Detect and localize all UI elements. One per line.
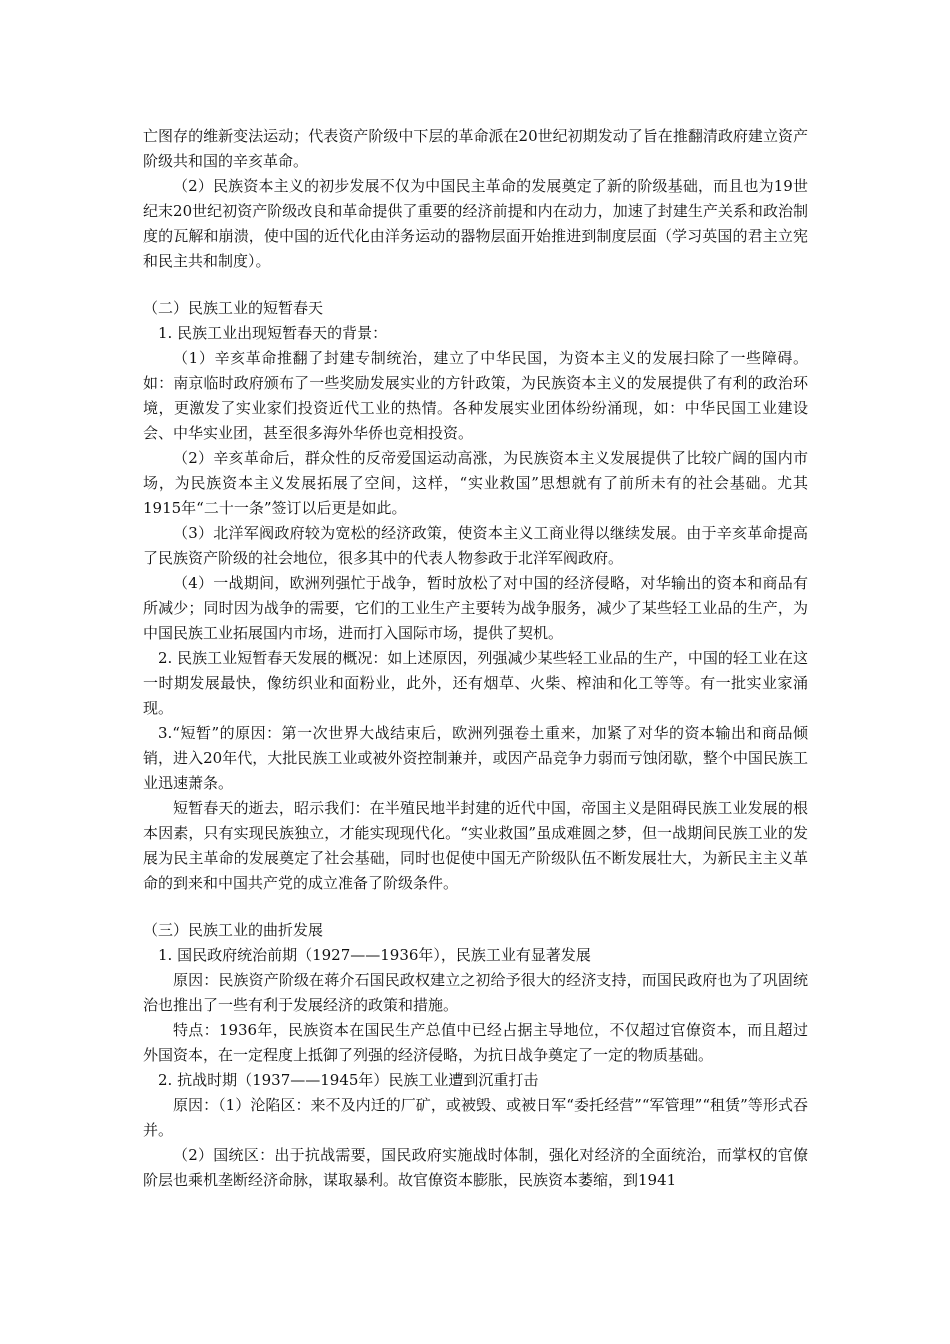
section-heading: （三）民族工业的曲折发展 — [143, 921, 324, 939]
document-page — [143, 124, 808, 1193]
body-paragraph: 1. 国民政府统治前期（1927——1936年），民族工业有显著发展 — [158, 946, 591, 964]
body-paragraph: （1）辛亥革命推翻了封建专制统治，建立了中华民国，为资本主义的发展扫除了一些障碍。如：南京临时政府颁布了一些奖励发展实业的方针政策，为民族资本主义的发展提供了有利的政治环境，更激发了实业家们投资近代工业的热情。各种发展实业团体纷纷涌现，如：中华民国工业建设会、中华实业团，甚至很多海外华侨也竞相投资。 — [143, 349, 808, 442]
body-paragraph: 亡图存的维新变法运动；代表资产阶级中下层的革命派在20世纪初期发动了旨在推翻清政府建立资产阶级共和国的辛亥革命。 — [143, 127, 808, 170]
body-paragraph: 1. 民族工业出现短暂春天的背景： — [158, 324, 388, 342]
paragraph-gap — [143, 274, 808, 296]
body-paragraph: （3）北洋军阀政府较为宽松的经济政策，使资本主义工商业得以继续发展。由于辛亥革命提高了民族资产阶级的社会地位，很多其中的代表人物参政于北洋军阀政府。 — [143, 524, 808, 567]
body-paragraph: （2）国统区：出于抗战需要，国民政府实施战时体制，强化对经济的全面统治，而掌权的官僚阶层也乘机垄断经济命脉，谋取暴利。故官僚资本膨胀，民族资本萎缩，到1941 — [143, 1146, 808, 1189]
body-paragraph: 2. 抗战时期（1937——1945年）民族工业遭到沉重打击 — [158, 1071, 539, 1089]
body-paragraph: 原因：民族资产阶级在蒋介石国民政权建立之初给予很大的经济支持，而国民政府也为了巩固统治也推出了一些有利于发展经济的政策和措施。 — [143, 971, 808, 1014]
body-paragraph: 短暂春天的逝去，昭示我们：在半殖民地半封建的近代中国，帝国主义是阻碍民族工业发展的根本因素，只有实现民族独立，才能实现现代化。“实业救国”虽成难圆之梦，但一战期间民族工业的发展为民主革命的发展奠定了社会基础，同时也促使中国无产阶级队伍不断发展壮大，为新民主主义革命的到来和中国共产党的成立准备了阶级条件。 — [143, 799, 808, 892]
body-paragraph: 2. 民族工业短暂春天发展的概况：如上述原因，列强减少某些轻工业品的生产，中国的轻工业在这一时期发展最快，像纺织业和面粉业，此外，还有烟草、火柴、榨油和化工等等。有一批实业家涌现。 — [143, 649, 808, 717]
body-paragraph: （2）辛亥革命后，群众性的反帝爱国运动高涨，为民族资本主义发展提供了比较广阔的国内市场，为民族资本主义发展拓展了空间，这样，“实业救国”思想就有了前所未有的社会基础。尤其1915年“二十一条”签订以后更是如此。 — [143, 449, 808, 517]
body-paragraph: 特点：1936年，民族资本在国民生产总值中已经占据主导地位，不仅超过官僚资本，而且超过外国资本，在一定程度上抵御了列强的经济侵略，为抗日战争奠定了一定的物质基础。 — [143, 1021, 808, 1064]
body-paragraph: （2）民族资本主义的初步发展不仅为中国民主革命的发展奠定了新的阶级基础，而且也为19世纪末20世纪初资产阶级改良和革命提供了重要的经济前提和内在动力，加速了封建生产关系和政治制度的瓦解和崩溃，使中国的近代化由洋务运动的器物层面开始推进到制度层面（学习英国的君主立宪和民主共和制度）。 — [143, 177, 808, 270]
section-heading: （二）民族工业的短暂春天 — [143, 299, 324, 317]
body-paragraph: （4）一战期间，欧洲列强忙于战争，暂时放松了对中国的经济侵略，对华输出的资本和商品有所减少；同时因为战争的需要，它们的工业生产主要转为战争服务，减少了某些轻工业品的生产，为中国民族工业拓展国内市场，进而打入国际市场，提供了契机。 — [143, 574, 808, 642]
body-paragraph: 3.“短暂”的原因：第一次世界大战结束后，欧洲列强卷土重来，加紧了对华的资本输出和商品倾销，进入20年代，大批民族工业或被外资控制兼并，或因产品竞争力弱而亏蚀闭歇，整个中国民族工业迅速萧条。 — [143, 724, 808, 792]
paragraph-gap — [143, 896, 808, 918]
body-paragraph: 原因：（1）沦陷区：来不及内迁的厂矿，或被毁、或被日军“委托经营”“军管理”“租赁”等形式吞并。 — [143, 1096, 808, 1139]
